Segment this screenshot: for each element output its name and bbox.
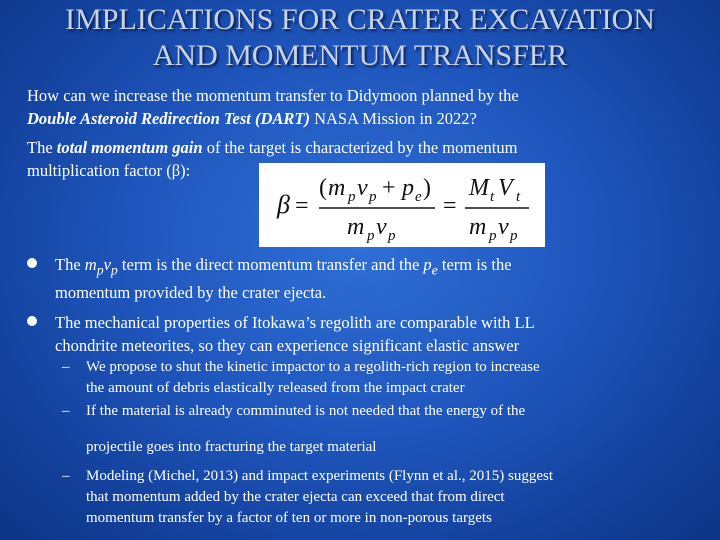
dash-icon: – bbox=[62, 403, 70, 419]
sub-bullet-modeling-experiments bbox=[58, 466, 698, 529]
bullet-text: chondrite meteorites, so they can experience significant elastic answer bbox=[55, 336, 520, 356]
formula-numerator-2 bbox=[468, 175, 521, 205]
dart-mission-name: Double Asteroid Redirection Test (DART) bbox=[27, 109, 310, 128]
svg-text:): ) bbox=[423, 175, 431, 201]
gain-text-start: The bbox=[27, 138, 57, 157]
bullet-text: The mechanical properties of Itokawa’s regolith are comparable with LL bbox=[55, 313, 535, 333]
svg-text:+: + bbox=[382, 175, 396, 201]
svg-text:p: p bbox=[388, 228, 396, 244]
sub-bullet-text: that momentum added by the crater ejecta can exceed that from direct bbox=[86, 489, 505, 505]
sub-bullet-list bbox=[58, 357, 698, 529]
question-paragraph bbox=[27, 84, 707, 130]
title-line-1: IMPLICATIONS FOR CRATER EXCAVATION bbox=[65, 3, 655, 36]
bullet-dot-icon bbox=[27, 258, 37, 268]
bullet-item-momentum-terms bbox=[25, 253, 705, 304]
formula-denominator-2 bbox=[469, 214, 518, 244]
sub-bullet-kinetic-impactor bbox=[58, 357, 698, 399]
svg-text:p: p bbox=[369, 189, 377, 205]
svg-text:t: t bbox=[490, 189, 495, 205]
gain-text-mid: of the target is characterized by the momentum bbox=[202, 138, 518, 157]
sub-bullet-text: projectile goes into fracturing the target material bbox=[86, 439, 377, 455]
svg-text:v: v bbox=[357, 175, 368, 201]
beta-formula bbox=[259, 163, 545, 247]
bullet-text: term is the direct momentum transfer and the bbox=[117, 255, 424, 274]
svg-text:m: m bbox=[347, 214, 365, 240]
svg-text:p: p bbox=[402, 175, 414, 201]
beta-formula-svg bbox=[259, 163, 545, 247]
pe-term: $p_e$ bbox=[423, 255, 438, 278]
sub-bullet-text: If the material is already comminuted is not needed that the energy of the bbox=[86, 403, 526, 419]
title-line-2: AND MOMENTUM TRANSFER bbox=[152, 39, 568, 72]
formula-equals-1: = bbox=[295, 193, 309, 219]
svg-text:p: p bbox=[489, 228, 497, 244]
sub-bullet-text: We propose to shut the kinetic impactor to a regolith-rich region to increase bbox=[86, 359, 540, 375]
formula-beta-symbol: β bbox=[277, 190, 290, 219]
slide-title bbox=[0, 2, 720, 74]
svg-text:v: v bbox=[376, 214, 387, 240]
bullet-list bbox=[25, 253, 705, 364]
sub-bullet-comminuted-material bbox=[58, 401, 698, 458]
svg-text:m: m bbox=[328, 175, 346, 201]
svg-text:v: v bbox=[498, 214, 509, 240]
svg-text:m: m bbox=[469, 214, 487, 240]
mpvp-term: $m_pv_p$ bbox=[84, 255, 118, 278]
gain-text-end: multiplication factor (β): bbox=[27, 161, 191, 180]
formula-denominator-1 bbox=[347, 214, 396, 244]
dash-icon: – bbox=[62, 468, 70, 484]
bullet-text: The bbox=[55, 255, 85, 274]
svg-text:p: p bbox=[348, 189, 356, 205]
formula-equals-2: = bbox=[443, 193, 457, 219]
svg-text:p: p bbox=[510, 228, 518, 244]
question-text-end: NASA Mission in 2022? bbox=[309, 109, 477, 128]
svg-text:(: ( bbox=[319, 175, 327, 201]
sub-bullet-text: momentum transfer by a factor of ten or more in non-porous targets bbox=[86, 510, 492, 526]
svg-text:t: t bbox=[516, 189, 521, 205]
total-momentum-gain-term: total momentum gain bbox=[56, 138, 203, 157]
dash-icon: – bbox=[62, 359, 70, 375]
bullet-dot-icon bbox=[27, 316, 37, 326]
svg-text:V: V bbox=[498, 175, 513, 201]
formula-numerator-1 bbox=[319, 175, 431, 205]
sub-bullet-text: Modeling (Michel, 2013) and impact experiments (Flynn et al., 2015) suggest bbox=[86, 468, 553, 484]
bullet-text: term is the bbox=[437, 255, 512, 274]
svg-text:M: M bbox=[469, 175, 489, 201]
bullet-text: momentum provided by the crater ejecta. bbox=[55, 283, 327, 303]
svg-text:e: e bbox=[415, 189, 422, 205]
sub-bullet-text: the amount of debris elastically released from the impact crater bbox=[86, 380, 465, 396]
svg-text:p: p bbox=[367, 228, 375, 244]
bullet-item-itokawa-regolith bbox=[25, 311, 705, 357]
question-text: How can we increase the momentum transfer to Didymoon planned by the bbox=[27, 86, 519, 105]
